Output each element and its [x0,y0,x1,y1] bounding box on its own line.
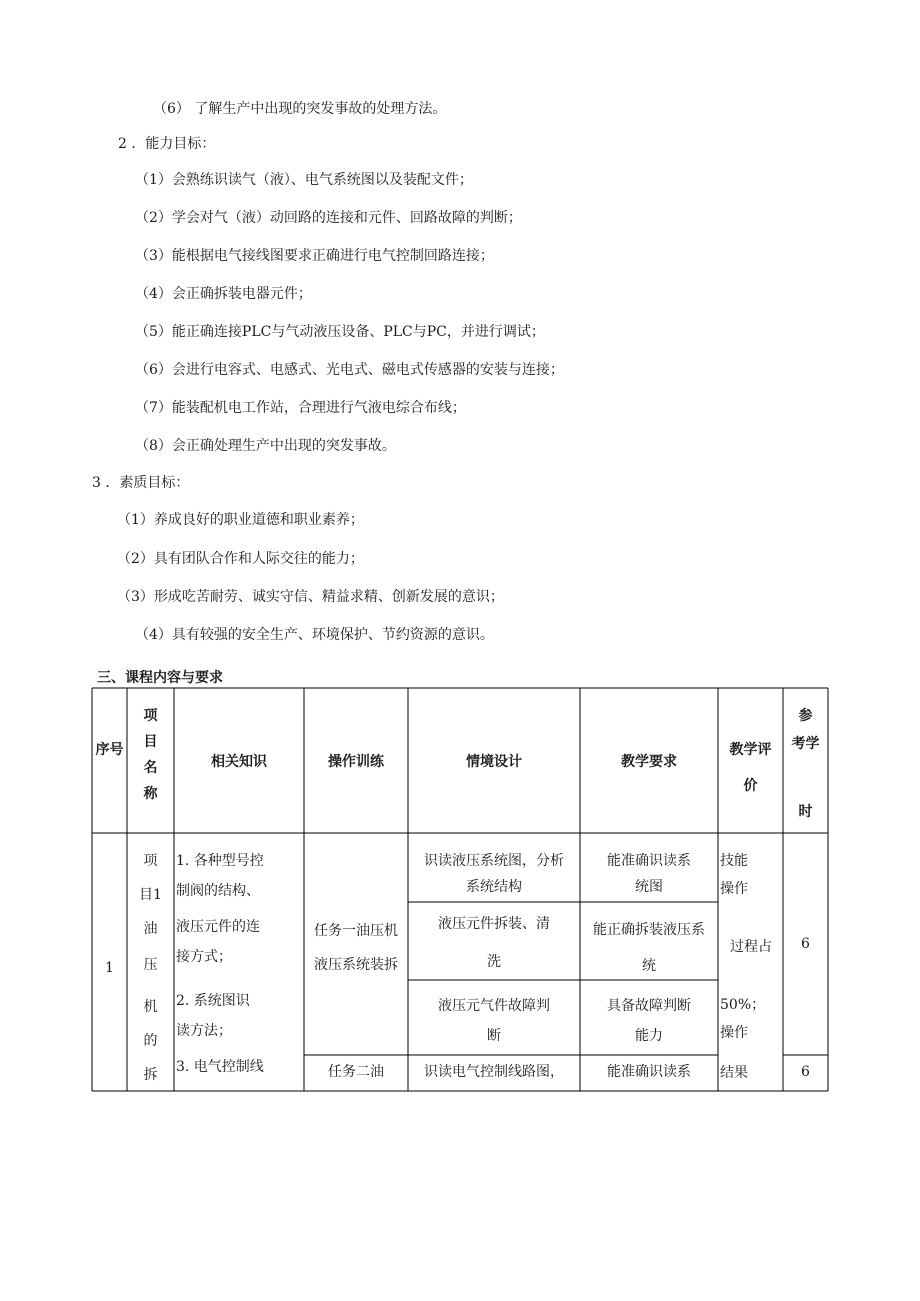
row1-scenario-3 [408,996,580,1046]
row1-project-char: 拆 [143,1067,158,1083]
header-project-char: 项 [143,708,158,724]
row1-knowledge-line: 1. 各种型号控 [176,853,264,869]
row1-requirement-2 [580,920,718,976]
scenario-line: 识读液压系统图，分析 [424,853,564,869]
header-knowledge: 相关知识 [211,754,267,770]
evaluation-line: 过程占 [730,939,772,955]
row1-project-char: 目1 [139,887,162,903]
evaluation-line: 结果 [720,1065,748,1081]
requirement-line: 能正确拆装液压系 [593,922,705,938]
requirement-line: 统 [642,958,656,974]
row1-evaluation [720,851,782,1083]
row1-knowledge-line: 3. 电气控制线 [176,1059,264,1075]
header-hours [783,706,828,822]
quality-item: （2）具有团队合作和人际交往的能力； [117,551,364,567]
row1-hours-task2: 6 [801,1064,810,1080]
row1-knowledge-line: 2. 系统图识 [176,993,250,1009]
row1-knowledge-line: 液压元件的连 [176,919,260,935]
knowledge-item-6: （6） 了解生产中出现的突发事故的处理方法。 [153,101,447,117]
row1-scenario-2 [408,914,580,972]
row1-project [127,851,174,1085]
quality-heading: 3 ．素质目标： [92,475,190,491]
scenario-line: 液压元件拆装、清 [438,916,550,932]
header-operation: 操作训练 [328,754,384,770]
header-project-char: 称 [143,786,158,802]
header-project [127,706,174,810]
row1-scenario-4: 识读电气控制线路图， [424,1064,564,1080]
ability-item: （6）会进行电容式、电感式、光电式、磁电式传感器的安装与连接； [135,362,564,378]
row1-task1-line: 液压系统装拆 [314,957,398,973]
row1-project-char: 压 [143,957,158,973]
quality-item: （1）养成良好的职业道德和职业素养； [117,512,364,528]
row1-requirement-4: 能准确识读系 [607,1064,691,1080]
row1-task1 [304,921,408,975]
scenario-line: 液压元气件故障判 [438,998,550,1014]
requirement-line: 能准确识读系 [607,853,691,869]
header-scenario: 情境设计 [466,754,522,770]
row1-project-char: 油 [143,921,158,937]
row1-task1-line: 任务一油压机 [314,923,398,939]
header-evaluation [718,740,783,796]
row1-requirement-3 [580,996,718,1046]
evaluation-line: 操作 [720,1025,748,1041]
header-requirement: 教学要求 [621,754,677,770]
section-heading: 三、课程内容与要求 [97,670,223,686]
row1-scenario-1 [408,851,580,897]
header-seq: 序号 [95,742,124,758]
ability-item: （4）会正确拆装电器元件； [135,286,312,302]
evaluation-line: 50%； [720,997,766,1013]
header-hours-line: 时 [798,804,813,820]
ability-item: （2）学会对气（液）动回路的连接和元件、回路故障的判断； [135,210,522,226]
row1-knowledge-line: 接方式； [176,949,232,965]
row1-knowledge-line: 读方法； [176,1023,232,1039]
scenario-line: 洗 [487,954,501,970]
evaluation-line: 技能 [720,853,748,869]
header-evaluation-line: 价 [743,778,758,794]
ability-item: （7）能装配机电工作站，合理进行气液电综合布线； [135,400,466,416]
header-project-char: 名 [143,760,158,776]
ability-heading: 2 ．能力目标： [118,136,216,152]
ability-item: （1）会熟练识读气（液）、电气系统图以及装配文件； [135,172,473,188]
header-hours-line: 考学 [791,736,820,752]
evaluation-line: 操作 [720,881,748,897]
row1-project-char: 的 [143,1033,158,1049]
row1-knowledge-line: 制阀的结构、 [176,883,260,899]
row1-project-char: 机 [143,999,158,1015]
requirement-line: 具备故障判断 [607,998,691,1014]
row1-project-char: 项 [143,853,158,869]
row1-seq: 1 [105,960,114,976]
requirement-line: 统图 [635,879,663,895]
header-project-char: 目 [143,734,158,750]
ability-item: （3）能根据电气接线图要求正确进行电气控制回路连接； [135,248,494,264]
row1-knowledge [176,851,302,1077]
scenario-line: 断 [487,1028,501,1044]
row1-requirement-1 [580,851,718,897]
scenario-line: 系统结构 [466,879,522,895]
ability-item: （8）会正确处理生产中出现的突发事故。 [135,438,396,454]
quality-item: （4）具有较强的安全生产、环境保护、节约资源的意识。 [135,627,494,643]
ability-item: （5）能正确连接PLC与气动液压设备、PLC与PC，并进行调试； [135,324,545,340]
header-hours-line: 参 [798,708,813,724]
header-evaluation-line: 教学评 [729,742,772,758]
requirement-line: 能力 [635,1028,663,1044]
row1-task2: 任务二油 [328,1064,384,1080]
row1-hours-task1: 6 [801,936,810,952]
quality-item: （3）形成吃苦耐劳、诚实守信、精益求精、创新发展的意识； [117,589,504,605]
